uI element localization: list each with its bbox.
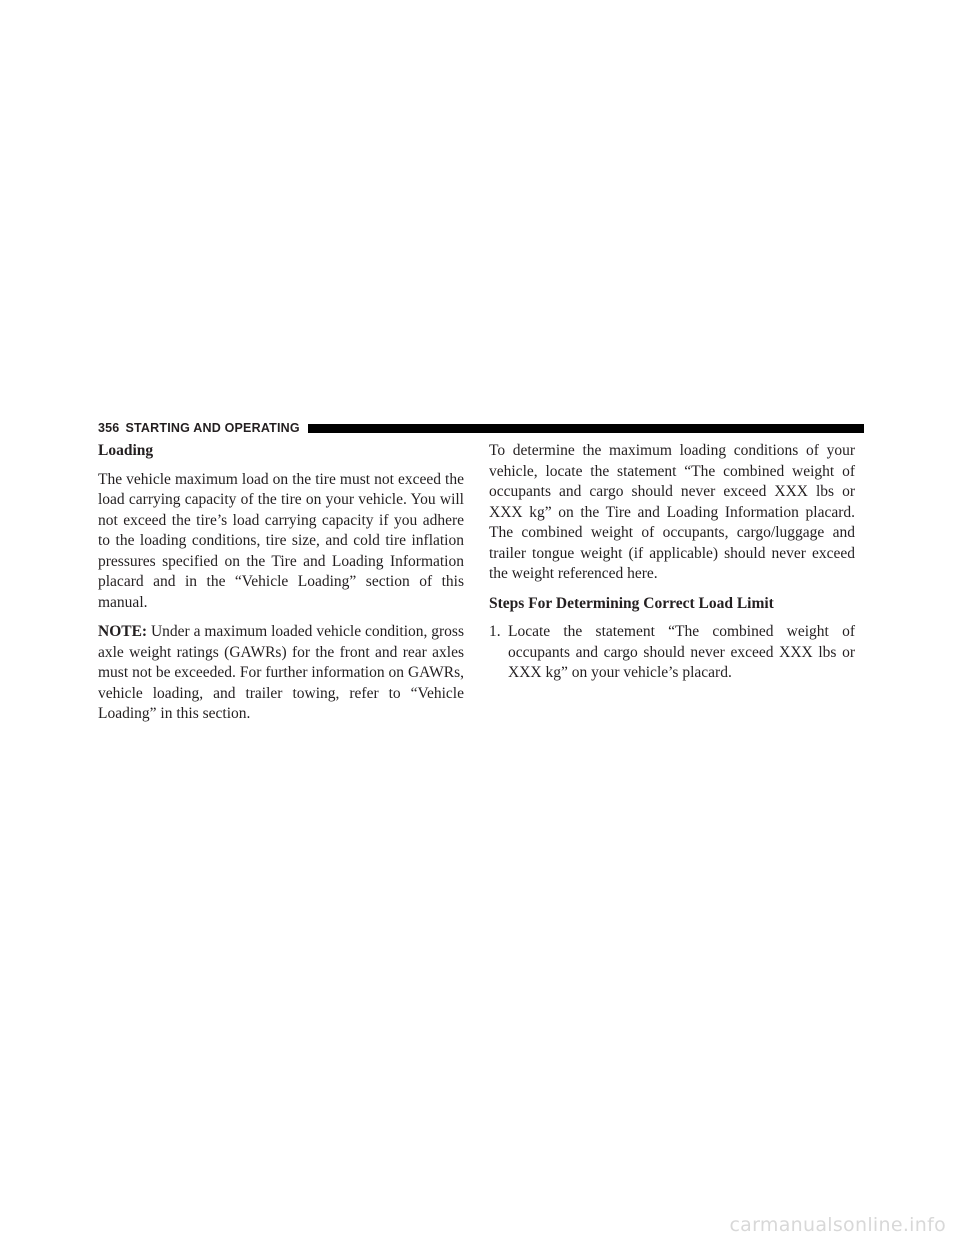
steps-heading: Steps For Determining Correct Load Limit: [489, 594, 774, 612]
page-header: [98, 420, 864, 436]
loading-heading: Loading: [98, 442, 154, 459]
step-number: 1.: [489, 623, 501, 640]
loading-paragraph: The vehicle maximum load on the tire must not exceed the load carrying capacity of the tire on your vehicle. You will not exceed the tire’s load carrying capacity if you adhere to the loading conditions, tire size, and cold tire inflation pressures specified on the Tire and Loading Information placard and in the “Vehicle Loading” section of this manual.: [98, 470, 464, 611]
left-column: [98, 441, 464, 734]
right-column: [489, 441, 855, 684]
note-paragraph: [98, 622, 464, 725]
max-loading-paragraph: To determine the maximum loading conditions of your vehicle, locate the statement “The combined weight of occupants and cargo should never exceed XXX lbs or XXX kg” on the Tire and Loading Information placard. The combined weight of occupants, cargo/luggage and trailer tongue weight (if applicable) should never exceed the weight referenced here.: [489, 442, 855, 582]
header-rule: [308, 424, 864, 433]
note-text: Under a maximum loaded vehicle condition, gross axle weight ratings (GAWRs) for the front and rear axles must not be exceeded. For further information on GAWRs, vehicle loading, and trailer towing, refer to “Vehicle Loading” in this section.: [98, 623, 464, 722]
list-item: [489, 622, 855, 684]
step-text: Locate the statement “The combined weight of occupants and cargo should never exceed XXX lbs or XXX kg” on your vehicle’s placard.: [508, 623, 855, 681]
page-number: 356: [98, 421, 120, 435]
note-label: NOTE:: [98, 623, 148, 640]
section-title: STARTING AND OPERATING: [125, 421, 300, 435]
watermark: carmanualsonline.info: [729, 1214, 946, 1236]
